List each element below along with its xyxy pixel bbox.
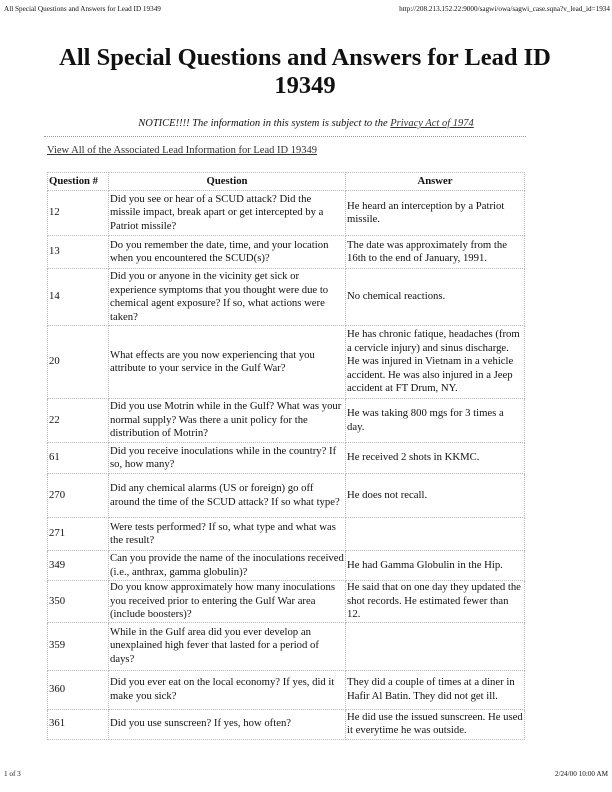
table-row bbox=[48, 399, 525, 443]
answer-text bbox=[346, 518, 525, 551]
question-number: 270 bbox=[48, 474, 109, 518]
question-text: Did any chemical alarms (US or foreign) go off around the time of the SCUD attack? If so what type? bbox=[109, 474, 346, 518]
divider bbox=[44, 136, 526, 137]
question-text: Did you receive inoculations while in the country? If so, how many? bbox=[109, 443, 346, 474]
question-number: 13 bbox=[48, 236, 109, 269]
qa-table bbox=[47, 172, 525, 740]
table-row bbox=[48, 670, 525, 709]
answer-text: He said that on one day they updated the shot records. He estimated fewer than 12. bbox=[346, 581, 525, 623]
question-text: Can you provide the name of the inoculations received (i.e., anthrax, gamma globulin)? bbox=[109, 551, 346, 581]
question-text: Did you or anyone in the vicinity get sick or experience symptoms that you thought were due to chemical agent exposure? If so, what actions were taken? bbox=[109, 269, 346, 326]
page-title: All Special Questions and Answers for Lead ID 19349 bbox=[59, 44, 551, 99]
header-question: Question bbox=[109, 173, 346, 191]
table-row bbox=[48, 622, 525, 670]
answer-text: He received 2 shots in KKMC. bbox=[346, 443, 525, 474]
view-lead-info-link[interactable]: View All of the Associated Lead Information for Lead ID 19349 bbox=[47, 145, 317, 156]
table-row bbox=[48, 191, 525, 236]
table-row bbox=[48, 474, 525, 518]
answer-text: He had Gamma Globulin in the Hip. bbox=[346, 551, 525, 581]
answer-text: The date was approximately from the 16th to the end of January, 1991. bbox=[346, 236, 525, 269]
question-text: Do you know approximately how many inoculations you received prior to entering the Gulf War area (include boosters)? bbox=[109, 581, 346, 623]
table-row bbox=[48, 443, 525, 474]
question-text: Were tests performed? If so, what type and what was the result? bbox=[109, 518, 346, 551]
table-row bbox=[48, 269, 525, 326]
question-text: What effects are you now experiencing that you attribute to your service in the Gulf War? bbox=[109, 326, 346, 399]
page-number: 1 of 3 bbox=[4, 770, 21, 778]
question-number: 359 bbox=[48, 622, 109, 670]
answer-text: He was taking 800 mgs for 3 times a day. bbox=[346, 399, 525, 443]
question-number: 349 bbox=[48, 551, 109, 581]
question-number: 14 bbox=[48, 269, 109, 326]
answer-text: He heard an interception by a Patriot missile. bbox=[346, 191, 525, 236]
question-number: 360 bbox=[48, 670, 109, 709]
print-datetime: 2/24/00 10:00 AM bbox=[554, 770, 608, 778]
privacy-notice bbox=[0, 118, 612, 129]
question-text: Did you use sunscreen? If yes, how often? bbox=[109, 709, 346, 739]
table-row bbox=[48, 518, 525, 551]
question-number: 350 bbox=[48, 581, 109, 623]
answer-text: He does not recall. bbox=[346, 474, 525, 518]
question-number: 271 bbox=[48, 518, 109, 551]
question-number: 361 bbox=[48, 709, 109, 739]
question-text: Do you remember the date, time, and your location when you encountered the SCUD(s)? bbox=[109, 236, 346, 269]
answer-text bbox=[346, 622, 525, 670]
table-row bbox=[48, 326, 525, 399]
privacy-act-link[interactable]: Privacy Act of 1974 bbox=[390, 118, 474, 129]
question-number: 12 bbox=[48, 191, 109, 236]
question-number: 20 bbox=[48, 326, 109, 399]
table-row bbox=[48, 236, 525, 269]
answer-text: He did use the issued sunscreen. He used it everytime he was outside. bbox=[346, 709, 525, 739]
question-number: 22 bbox=[48, 399, 109, 443]
question-text: Did you use Motrin while in the Gulf? What was your normal supply? Was there a unit policy for the distribution of Motrin? bbox=[109, 399, 346, 443]
answer-text: He has chronic fatique, headaches (from a cervicle injury) and sinus discharge. He was injured in Vietnam in a vehicle accident. He was also injured in a Jeep accident at FT Drum, NY. bbox=[346, 326, 525, 399]
table-row bbox=[48, 709, 525, 739]
print-header-title: All Special Questions and Answers for Lead ID 19349 bbox=[4, 5, 161, 13]
answer-text: No chemical reactions. bbox=[346, 269, 525, 326]
answer-text: They did a couple of times at a diner in Hafir Al Batin. They did not get ill. bbox=[346, 670, 525, 709]
question-text: While in the Gulf area did you ever develop an unexplained high fever that lasted for a period of days? bbox=[109, 622, 346, 670]
table-header-row bbox=[48, 173, 525, 191]
notice-text: NOTICE!!!! The information in this system is subject to the bbox=[138, 118, 391, 129]
question-text: Did you see or hear of a SCUD attack? Did the missile impact, break apart or get intercepted by a Patriot missile? bbox=[109, 191, 346, 236]
question-text: Did you ever eat on the local economy? If yes, did it make you sick? bbox=[109, 670, 346, 709]
table-row bbox=[48, 581, 525, 623]
print-header-url: http://208.213.152.22:9000/sagwi/owa/sagwi_case.sqna?v_lead_id=1934 bbox=[399, 5, 610, 13]
question-number: 61 bbox=[48, 443, 109, 474]
header-question-number: Question # bbox=[48, 173, 109, 191]
header-answer: Answer bbox=[346, 173, 525, 191]
table-row bbox=[48, 551, 525, 581]
